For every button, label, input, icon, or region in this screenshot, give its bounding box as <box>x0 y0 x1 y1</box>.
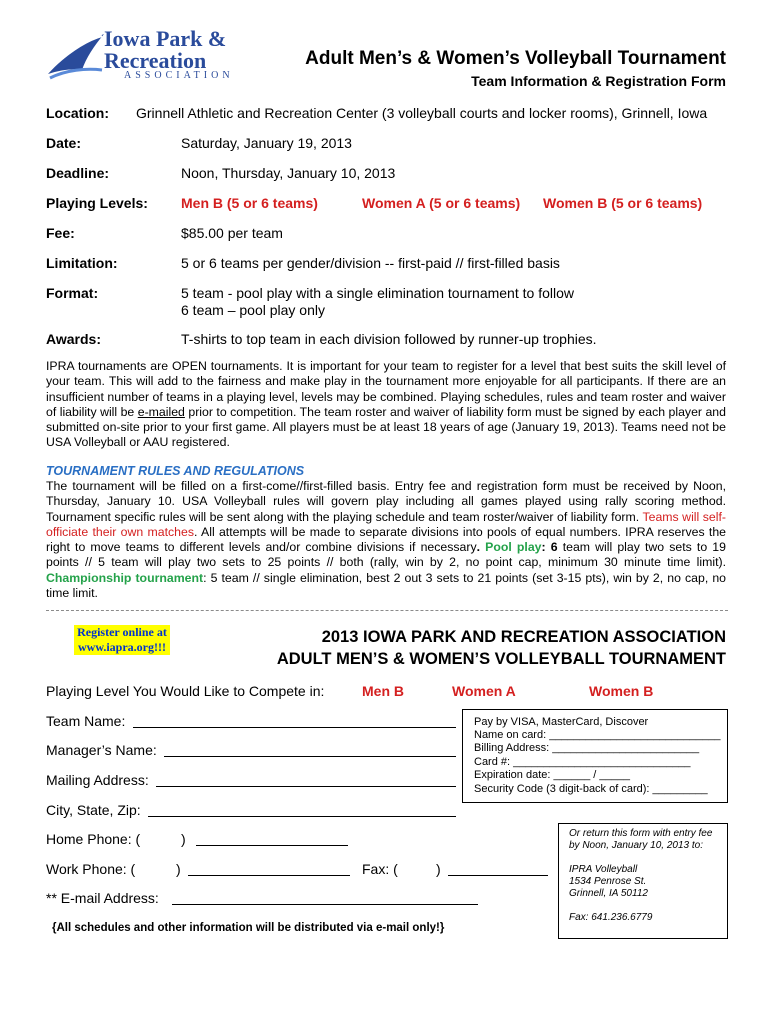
awards-value: T-shirts to top team in each division followed by runner-up trophies. <box>181 331 597 347</box>
city-state-zip-label: City, State, Zip: <box>46 802 141 818</box>
format-line2: 6 team – pool play only <box>181 302 325 318</box>
rules-paragraph <box>46 479 726 601</box>
fax-field[interactable] <box>448 875 548 876</box>
level-women-b: Women B (5 or 6 teams) <box>543 195 703 211</box>
fee-value: $85.00 per team <box>181 225 283 241</box>
level-men-b: Men B (5 or 6 teams) <box>181 195 318 211</box>
return-address-box <box>558 823 728 939</box>
logo-line2: Recreation <box>104 48 207 73</box>
payment-card-number[interactable]: Card #: _____________________________ <box>474 756 691 768</box>
city-state-zip-field[interactable] <box>148 816 456 817</box>
fax-paren: ) <box>436 861 441 877</box>
return-org: IPRA Volleyball <box>569 864 638 875</box>
rules-text-4: team will play two sets to 19 points // 5 team will play two sets to 25 points // both (rally, win by 2, no point cap, minimum 30 minute time limit). <box>46 540 726 570</box>
payment-billing-address[interactable]: Billing Address: ________________________ <box>474 742 700 754</box>
rules-heading: TOURNAMENT RULES AND REGULATIONS <box>46 464 305 478</box>
intro-paragraph <box>46 359 726 451</box>
level-women-a: Women A (5 or 6 teams) <box>362 195 521 211</box>
form-heading-2: ADULT MEN’S & WOMEN’S VOLLEYBALL TOURNAMENT <box>276 650 726 668</box>
rules-dot: . <box>476 540 481 555</box>
mailing-address-label: Mailing Address: <box>46 772 149 788</box>
format-label: Format: <box>46 285 99 301</box>
fee-label: Fee: <box>46 225 75 241</box>
rules-pool-play: Pool play <box>480 540 542 555</box>
mailing-address-field[interactable] <box>156 786 456 787</box>
location-value: Grinnell Athletic and Recreation Center (3 volleyball courts and locker rooms), Grinnell, Iowa <box>136 105 708 121</box>
rules-colon: : <box>541 540 551 555</box>
level-option-women-b[interactable]: Women B <box>589 683 654 699</box>
home-phone-label: Home Phone: ( <box>46 831 141 847</box>
limitation-value: 5 or 6 teams per gender/division -- first-paid // first-filled basis <box>181 255 560 271</box>
awards-label: Awards: <box>46 331 101 347</box>
return-fax: Fax: 641.236.6779 <box>569 912 653 923</box>
logo-line1: Iowa Park & <box>104 26 227 51</box>
payment-box <box>462 709 728 803</box>
team-name-label: Team Name: <box>46 713 126 729</box>
level-option-women-a[interactable]: Women A <box>452 683 516 699</box>
manager-name-label: Manager’s Name: <box>46 742 157 758</box>
rules-text-5: : 5 team // single elimination, best 2 out 3 sets to 21 points (set 3-15 pts), win by 2, no cap, no time limit. <box>46 570 726 601</box>
rules-six: 6 <box>550 540 558 555</box>
fax-label: Fax: ( <box>362 861 398 877</box>
work-phone-field[interactable] <box>188 875 350 876</box>
register-line2: www.iapra.org!!! <box>78 640 166 654</box>
email-field[interactable] <box>172 904 478 905</box>
form-heading-1: 2013 IOWA PARK AND RECREATION ASSOCIATION <box>321 628 726 646</box>
date-value: Saturday, January 19, 2013 <box>181 135 352 151</box>
rules-championship: Championship tournament <box>46 570 204 585</box>
limitation-label: Limitation: <box>46 255 118 271</box>
intro-emailed: e-mailed <box>137 404 185 419</box>
return-street: 1534 Penrose St. <box>569 876 647 887</box>
deadline-value: Noon, Thursday, January 10, 2013 <box>181 165 396 181</box>
home-phone-paren: ) <box>181 831 186 847</box>
playing-levels-label: Playing Levels: <box>46 195 148 211</box>
rules-text-2: . All attempts will be made to separate divisions into pools of equal numbers. IPRA reserves the right to move teams to different levels and/or combine divisions if necessary <box>46 524 727 555</box>
register-online-callout[interactable] <box>74 625 170 655</box>
intro-text-2: prior to competition. The team roster and waiver of liability form must be signed by each player and submitted on-site prior to your first game. All players must be at least 18 years of age (January 19, 2013). Teams need not be USA Volleyball or AAU registered. <box>46 404 726 450</box>
rules-text-1: The tournament will be filled on a first-come//first-filled basis. Entry fee and registration form must be received by Noon, Thursday, January 10. USA Volleyball rules will govern play including all games played using rally scoring method. Tournament specific rules will be sent along with the playing schedule and team roster/waiver of liability form. <box>46 479 726 524</box>
payment-security-code[interactable]: Security Code (3 digit-back of card): _________ <box>474 783 708 795</box>
home-phone-field[interactable] <box>196 845 348 846</box>
date-label: Date: <box>46 135 82 151</box>
payment-name-on-card[interactable]: Name on card: ____________________________ <box>474 729 721 741</box>
email-label: ** E-mail Address: <box>46 890 159 906</box>
register-line1: Register online at <box>77 625 167 639</box>
level-prompt: Playing Level You Would Like to Compete in: <box>46 683 325 699</box>
intro-text-1: IPRA tournaments are OPEN tournaments. It is important for your team to register for a level that best suits the skill level of your team. This will add to the fairness and make play in the tournament more enjoyable for all participants. If there are an insufficient number of teams in a playing level, levels may be combined. Playing schedules, rules and team roster and waiver of liability will be <box>46 359 726 419</box>
deadline-label: Deadline: <box>46 165 110 181</box>
return-line2: by Noon, January 10, 2013 to: <box>569 840 703 851</box>
cut-line <box>46 610 728 611</box>
payment-cards: Pay by VISA, MasterCard, Discover <box>474 716 649 728</box>
return-city: Grinnell, IA 50112 <box>569 888 648 899</box>
work-phone-paren: ) <box>176 861 181 877</box>
format-line1: 5 team - pool play with a single elimination tournament to follow <box>181 285 574 301</box>
logo-line3: ASSOCIATION <box>124 70 234 81</box>
work-phone-label: Work Phone: ( <box>46 861 136 877</box>
page-title: Adult Men’s & Women’s Volleyball Tournament <box>305 48 726 69</box>
email-only-note: {All schedules and other information will be distributed via e-mail only!} <box>52 922 445 934</box>
manager-name-field[interactable] <box>164 756 456 757</box>
team-name-field[interactable] <box>133 727 456 728</box>
return-line1: Or return this form with entry fee <box>569 828 713 839</box>
level-option-men-b[interactable]: Men B <box>362 683 404 699</box>
rules-self-officiate: Teams will self-officiate their own matches <box>46 509 726 539</box>
payment-expiration[interactable]: Expiration date: ______ / _____ <box>474 769 630 781</box>
location-label: Location: <box>46 105 109 121</box>
page-subtitle: Team Information & Registration Form <box>471 73 726 89</box>
